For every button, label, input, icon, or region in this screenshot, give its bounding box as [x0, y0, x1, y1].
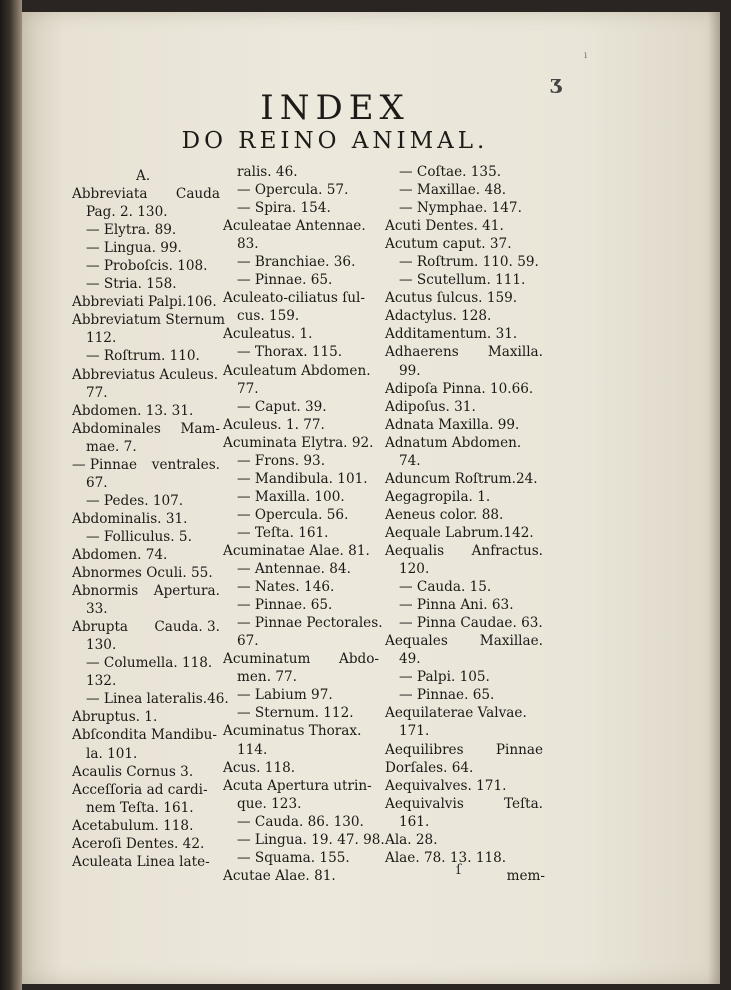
index-entry: Abdomen. 13. 31. [72, 402, 194, 419]
index-entry: — Lingua. 19. 47. 98. [237, 831, 385, 848]
index-entry: — Branchiae. 36. [237, 254, 356, 271]
index-entry: que. 123. [237, 795, 302, 812]
index-entry: Aculeatae Antennae. [223, 218, 366, 235]
index-entry: Adactylus. 128. [385, 308, 492, 325]
index-entry [72, 582, 224, 600]
index-entry: Acutae Alae. 81. [223, 867, 336, 884]
index-entry: ralis. 46. [237, 164, 298, 180]
index-entry: — Pinnae. 65. [237, 597, 333, 614]
index-entry: Aculeatum Abdomen. [223, 362, 371, 379]
index-entry: — Linea lateralis.46. [86, 691, 229, 708]
index-entry: 33. [86, 601, 108, 618]
index-column-2 [223, 163, 383, 885]
index-entry: — Elytra. 89. [86, 222, 177, 239]
index-entry: — Nates. 146. [237, 579, 335, 596]
index-entry: — Stria. 158. [86, 276, 177, 293]
index-entry: 120. [399, 561, 430, 578]
index-entry: Acuta Apertura utrin- [223, 777, 372, 794]
index-entry [72, 618, 224, 636]
index-entry: — Labium 97. [237, 687, 333, 704]
index-entry: A. [136, 168, 151, 184]
index-entry: Abdomen. 74. [72, 546, 168, 563]
index-entry: — Pinna Ani. 63. [399, 597, 514, 614]
index-entry: Abbreviatus Aculeus. [72, 366, 219, 383]
index-entry: la. 101. [86, 745, 138, 762]
index-entry-term: Acuminatum [223, 651, 311, 668]
index-entry: Aculeato-ciliatus ſul- [223, 290, 365, 307]
index-entry-term-end: ventrales. [151, 456, 220, 473]
index-entry-term-end: Abdo- [339, 651, 379, 668]
page-subtitle: DO REINO ANIMAL. [181, 128, 489, 154]
index-entry: Abbreviatum Sternum [72, 312, 226, 329]
index-entry: 83. [237, 236, 259, 253]
index-entry [385, 343, 547, 361]
index-entry: mae. 7. [86, 438, 137, 455]
index-entry: — Opercula. 57. [237, 182, 349, 199]
index-entry: Abruptus. 1. [72, 709, 158, 726]
index-entry: — Pinnae Pectorales. [237, 615, 383, 632]
index-entry: — Teſta. 161. [237, 524, 329, 541]
index-entry: Dorſales. 64. [385, 759, 474, 776]
index-entry: 74. [399, 452, 421, 469]
index-entry: Adipoſus. 31. [385, 398, 476, 415]
index-entry-term: Aequivalvis [385, 795, 464, 812]
index-entry: 77. [86, 384, 108, 401]
index-entry: Acaulis Cornus 3. [72, 763, 194, 780]
page-ink-mark: ı [584, 50, 588, 61]
index-entry: Aequivalves. 171. [385, 777, 507, 794]
index-entry: Aequale Labrum.142. [385, 524, 534, 541]
index-entry-term: Aequales [385, 633, 448, 650]
index-entry-term: Abbreviata [72, 186, 148, 203]
index-entry: Abſcondita Mandibu- [72, 727, 217, 744]
index-entry: — Scutellum. 111. [399, 272, 526, 289]
index-entry-term-end: Maxillae. [479, 633, 543, 650]
index-entry: — Nymphae. 147. [399, 200, 522, 217]
index-entry: mem- [506, 867, 545, 884]
index-entry: Aeneus color. 88. [385, 506, 504, 523]
index-entry: — Opercula. 56. [237, 506, 349, 523]
index-entry: nem Teſta. 161. [86, 799, 194, 816]
index-entry: — Maxilla. 100. [237, 488, 345, 505]
index-entry-term-end: Anfractus. [471, 542, 543, 559]
index-entry: — Pinna Caudae. 63. [399, 615, 543, 632]
index-entry: Aculeata Linea late- [72, 853, 210, 870]
page-title: INDEX [260, 88, 410, 128]
index-entry: Aequilaterae Valvae. [385, 705, 527, 722]
index-entry: Abnormes Oculi. 55. [72, 565, 213, 582]
index-entry: Acuminatae Alae. 81. [223, 542, 370, 559]
index-entry: — Roſtrum. 110. 59. [399, 254, 539, 271]
index-entry: Aceroſi Dentes. 42. [72, 835, 205, 852]
index-entry: — Sternum. 112. [237, 705, 354, 722]
index-entry: 99. [399, 362, 421, 379]
index-entry-term: Aequalis [385, 542, 445, 559]
index-entry: — Mandibula. 101. [237, 470, 368, 487]
index-entry: 161. [399, 813, 430, 830]
index-entry: Alae. 78. 13. 118. [385, 849, 507, 866]
index-entry: Aculeus. 1. 77. [223, 416, 325, 433]
index-entry: 77. [237, 380, 259, 397]
index-entry: — Proboſcis. 108. [86, 258, 208, 275]
index-entry: 67. [237, 633, 259, 650]
index-entry: 112. [86, 330, 117, 347]
index-entry: — Roſtrum. 110. [86, 348, 200, 365]
index-entry: Acutum caput. 37. [385, 236, 512, 253]
index-entry: — Frons. 93. [237, 452, 326, 469]
index-entry: 49. [399, 651, 421, 668]
index-entry [385, 795, 547, 813]
index-entry: — Cauda. 86. 130. [237, 813, 364, 830]
index-entry: 130. [86, 637, 117, 654]
index-entry: Acuti Dentes. 41. [385, 218, 504, 235]
index-entry: 171. [399, 723, 430, 740]
index-entry-term: Abnormis [72, 583, 139, 600]
index-entry: — Maxillae. 48. [399, 182, 507, 199]
index-entry: — Columella. 118. [86, 655, 213, 672]
index-entry: Acus. 118. [223, 759, 296, 776]
index-entry: Adnatum Abdomen. [385, 434, 522, 451]
index-entry: Acutus ſulcus. 159. [385, 290, 518, 307]
index-entry: — Squama. 155. [237, 849, 350, 866]
page-edge-shadow [708, 12, 720, 984]
index-entry: — Thorax. 115. [237, 344, 343, 361]
index-entry-term-end: Cauda [175, 186, 220, 203]
index-entry [385, 542, 547, 560]
index-entry: Aduncum Roſtrum.24. [385, 470, 538, 487]
corner-ink-mark: ʒ [550, 70, 562, 94]
index-entry: Acetabulum. 118. [72, 817, 194, 834]
index-entry: men. 77. [237, 669, 297, 686]
index-entry: — Lingua. 99. [86, 240, 182, 257]
index-entry: — Pinnae. 65. [399, 687, 495, 704]
index-entry: Ala. 28. [385, 831, 438, 848]
index-entry: — Pedes. 107. [86, 492, 184, 509]
index-entry: Adnata Maxilla. 99. [385, 416, 520, 433]
index-column-1 [72, 167, 229, 871]
index-entry-term: — Pinnae [72, 456, 138, 473]
index-entry-term: Adhaerens [385, 344, 459, 361]
index-entry [72, 420, 224, 438]
index-entry-term-end: Cauda. 3. [154, 619, 220, 636]
index-entry: 114. [237, 741, 268, 758]
index-entry-term-end: Mam- [180, 420, 220, 437]
index-entry [223, 650, 383, 668]
index-entry: cus. 159. [237, 308, 300, 325]
index-entry: Acuminata Elytra. 92. [223, 434, 374, 451]
index-entry-term: Abdominales [72, 420, 161, 437]
index-entry: — Cauda. 15. [399, 579, 492, 596]
index-entry: — Folliculus. 5. [86, 528, 192, 545]
index-entry-term-end: Pinnae [495, 741, 543, 758]
book-spine-shadow [0, 0, 22, 990]
index-entry-term: Abrupta [72, 619, 129, 636]
index-entry-term-end: Maxilla. [487, 344, 543, 361]
index-entry-term-end: Teſta. [504, 795, 543, 812]
index-entry: Aegagropila. 1. [385, 488, 491, 505]
index-entry: 132. [86, 673, 117, 690]
index-entry: — Palpi. 105. [399, 669, 490, 686]
index-entry: Abdominalis. 31. [72, 510, 188, 527]
index-entry: Pag. 2. 130. [86, 204, 168, 221]
index-entry: Additamentum. 31. [385, 326, 518, 343]
index-entry: — Spira. 154. [237, 200, 331, 217]
index-entry-term: Aequilibres [385, 741, 464, 758]
index-entry: — Coſtae. 135. [399, 164, 502, 180]
footer-ink-mark: ſ [456, 862, 462, 878]
index-entry [72, 456, 224, 474]
index-entry [385, 741, 547, 759]
index-entry: — Antennae. 84. [237, 561, 351, 578]
index-entry: — Caput. 39. [237, 398, 327, 415]
index-entry: Acuminatus Thorax. [223, 723, 362, 740]
index-entry: 67. [86, 474, 108, 491]
index-column-3 [385, 163, 547, 885]
index-entry: Abbreviati Palpi.106. [72, 294, 217, 311]
index-entry: — Pinnae. 65. [237, 272, 333, 289]
index-entry: Acceſſoria ad cardi- [72, 781, 208, 798]
index-entry [385, 632, 547, 650]
index-entry-term-end: Apertura. [153, 583, 220, 600]
index-entry [72, 185, 224, 203]
index-entry: Aculeatus. 1. [223, 326, 313, 343]
index-entry: Adipoſa Pinna. 10.66. [385, 380, 534, 397]
